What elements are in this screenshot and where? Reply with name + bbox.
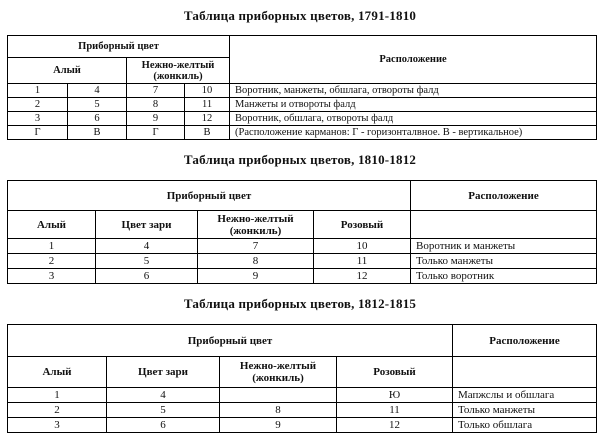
table-cell: 9 [127, 112, 185, 126]
table-cell: 3 [8, 269, 96, 284]
table-cell: 10 [314, 239, 411, 254]
table-cell: Только обшлага [453, 418, 597, 433]
table-cell: 4 [96, 239, 198, 254]
color-table-1791-1810 [7, 35, 597, 140]
empty-cell [411, 211, 597, 239]
table-cell: 11 [337, 403, 453, 418]
subheader-cell: Розовый [337, 357, 453, 388]
subheader-cell: Алый [8, 211, 96, 239]
table-row [8, 269, 597, 284]
subheader-cell: Алый [8, 58, 127, 84]
table-cell: 2 [8, 254, 96, 269]
table-header-row [8, 325, 597, 357]
table-cell: Воротник и манжеты [411, 239, 597, 254]
subheader-cell: Нежно-желтый (жонкиль) [220, 357, 337, 388]
table-cell: 8 [220, 403, 337, 418]
location-header-cell: Расположение [411, 181, 597, 211]
location-header-cell: Расположение [453, 325, 597, 357]
table-subheader-row [8, 357, 597, 388]
table-subheader-row [8, 211, 597, 239]
table-row [8, 403, 597, 418]
table-row [8, 388, 597, 403]
subheader-cell: Цвет зари [107, 357, 220, 388]
table-cell: 12 [185, 112, 230, 126]
table-cell: Только манжеты [411, 254, 597, 269]
table-cell: 7 [198, 239, 314, 254]
table-cell: 2 [8, 403, 107, 418]
table-cell: 5 [68, 98, 127, 112]
location-header-cell: Расположение [230, 36, 597, 84]
table-cell: 8 [127, 98, 185, 112]
table-cell: Воротник, манжеты, обшлага, отвороты фалд [230, 84, 597, 98]
table-cell: 4 [68, 84, 127, 98]
empty-cell [453, 357, 597, 388]
table-cell: 5 [107, 403, 220, 418]
table-cell: 3 [8, 112, 68, 126]
table-3-title: Таблица приборных цветов, 1812-1815 [183, 296, 417, 311]
subheader-cell: Нежно-желтый (жонкиль) [198, 211, 314, 239]
table-cell: 6 [96, 269, 198, 284]
table-row [8, 126, 597, 140]
subheader-cell: Алый [8, 357, 107, 388]
table-cell [220, 388, 337, 403]
table-cell: 7 [127, 84, 185, 98]
group-header-cell: Приборный цвет [8, 181, 411, 211]
table-cell: Манжеты и отвороты фалд [230, 98, 597, 112]
table-cell: 9 [198, 269, 314, 284]
table-1-title: Таблица приборных цветов, 1791-1810 [183, 8, 417, 23]
table-cell: Г [127, 126, 185, 140]
table-row [8, 84, 597, 98]
table-row [8, 112, 597, 126]
table-cell: Мапжслы и обшлага [453, 388, 597, 403]
table-row [8, 254, 597, 269]
table-cell: 9 [220, 418, 337, 433]
table-row [8, 239, 597, 254]
table-cell: (Расположение карманов: Г - горизонталвное. В - вертикальное) [230, 126, 597, 140]
table-cell: 12 [337, 418, 453, 433]
subheader-cell: Нежно-желтый (жонкиль) [127, 58, 230, 84]
table-cell: Г [8, 126, 68, 140]
table-cell: 4 [107, 388, 220, 403]
table-cell: 11 [314, 254, 411, 269]
table-cell: Воротник, обшлага, отвороты фалд [230, 112, 597, 126]
table-cell: 12 [314, 269, 411, 284]
table-cell: 5 [96, 254, 198, 269]
table-cell: В [68, 126, 127, 140]
table-cell: 3 [8, 418, 107, 433]
subheader-cell: Цвет зари [96, 211, 198, 239]
color-table-1812-1815 [7, 324, 597, 433]
table-cell: 10 [185, 84, 230, 98]
table-2-title: Таблица приборных цветов, 1810-1812 [183, 152, 417, 167]
group-header-cell: Приборный цвет [8, 325, 453, 357]
table-cell: 6 [68, 112, 127, 126]
table-cell: 6 [107, 418, 220, 433]
color-table-1810-1812 [7, 180, 597, 284]
group-header-cell: Приборный цвет [8, 36, 230, 58]
table-cell: Ю [337, 388, 453, 403]
table-header-row [8, 36, 597, 58]
table-cell: 8 [198, 254, 314, 269]
table-cell: 2 [8, 98, 68, 112]
table-cell: Только воротник [411, 269, 597, 284]
table-header-row [8, 181, 597, 211]
table-row [8, 98, 597, 112]
table-cell: 1 [8, 239, 96, 254]
table-cell: 1 [8, 388, 107, 403]
table-cell: 11 [185, 98, 230, 112]
table-cell: Только манжеты [453, 403, 597, 418]
table-cell: В [185, 126, 230, 140]
table-cell: 1 [8, 84, 68, 98]
subheader-cell: Розовый [314, 211, 411, 239]
table-row [8, 418, 597, 433]
